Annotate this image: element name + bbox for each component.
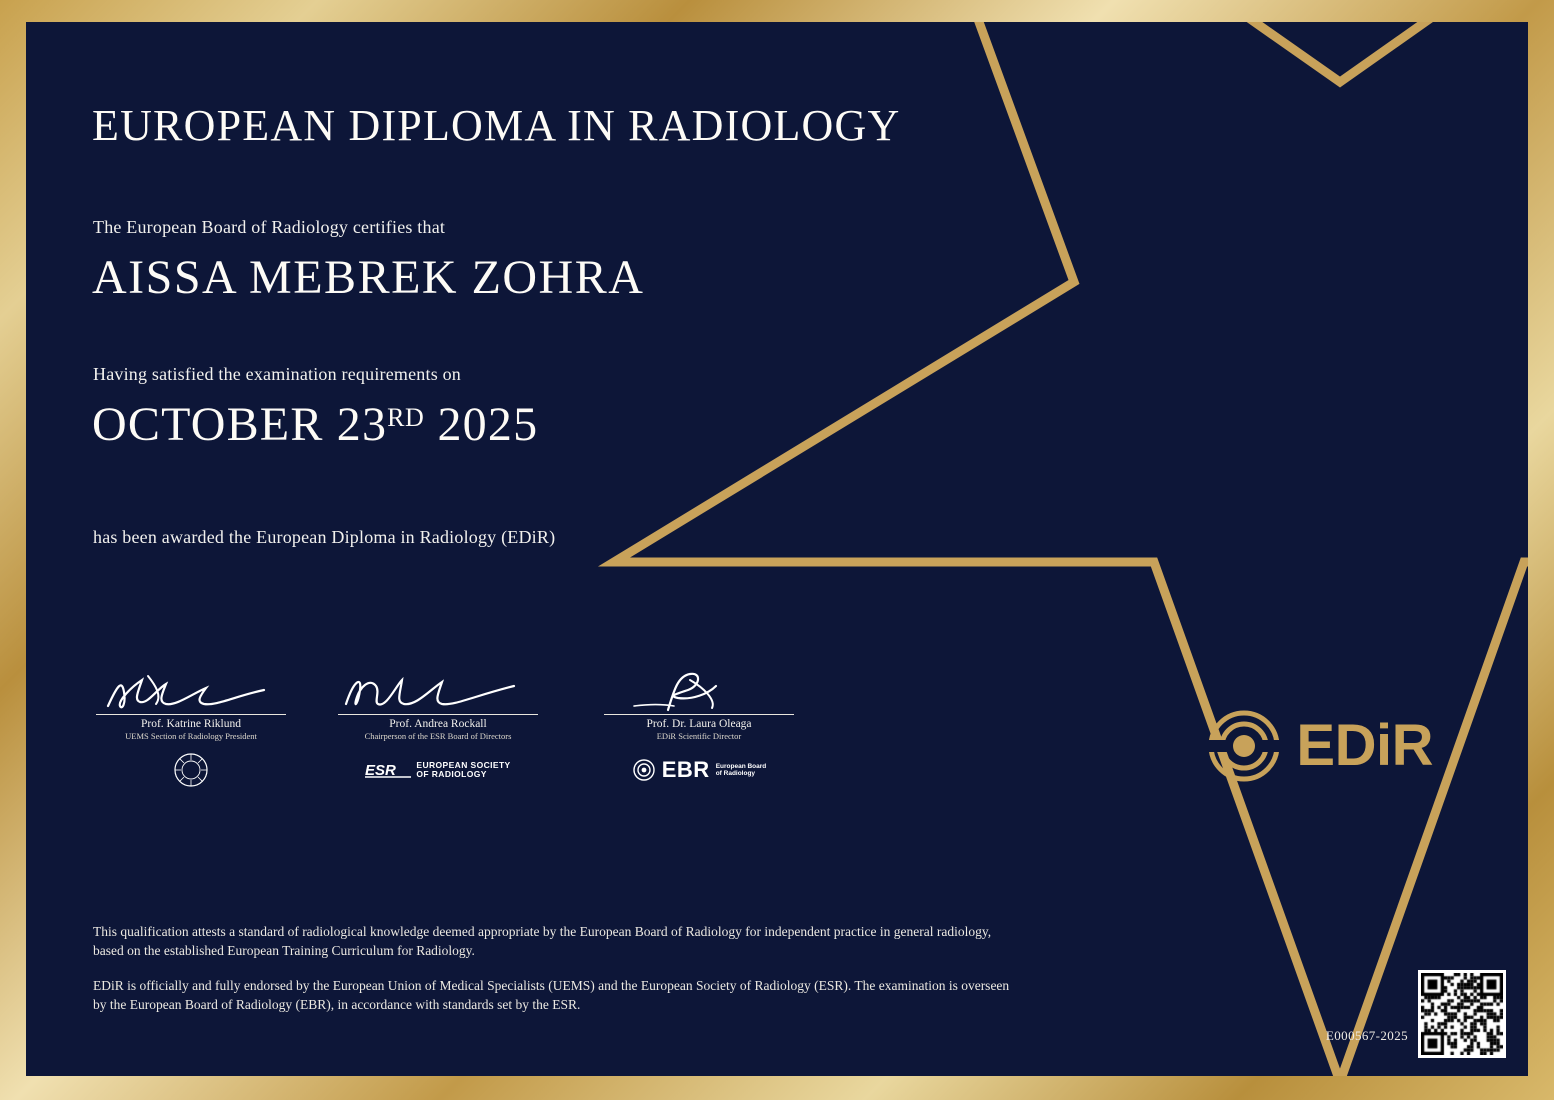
ebr-logo-line-1: European Board: [715, 762, 767, 770]
signatory-name: Prof. Andrea Rockall: [389, 718, 487, 730]
ebr-logo-icon: [604, 750, 794, 790]
exam-requirements-line: Having satisfied the examination requirements on: [93, 364, 462, 384]
signatory-role: EDiR Scientific Director: [656, 731, 742, 741]
ebr-wordmark: EBR: [661, 757, 710, 782]
exam-date-year: 2025: [437, 398, 539, 451]
serial-number: E000567-2025: [1325, 1028, 1408, 1043]
certifies-line: The European Board of Radiology certifies that: [93, 217, 446, 237]
uems-logo-icon: [96, 750, 286, 790]
ebr-logo-line-2: of Radiology: [715, 770, 756, 777]
esr-logo-line-2: OF RADIOLOGY: [416, 769, 487, 779]
edir-target-icon: [1208, 710, 1280, 782]
signature-block: [92, 670, 812, 810]
awarded-line: has been awarded the European Diploma in Radiology (EDiR): [93, 527, 556, 547]
esr-logo-line-1: EUROPEAN SOCIETY: [416, 760, 511, 770]
signature-rule: [604, 714, 794, 715]
certificate-body: [26, 22, 1528, 1076]
signature-rule: [96, 714, 286, 715]
handwritten-signature-icon: [96, 670, 286, 714]
legal-paragraph-2: EDiR is officially and fully endorsed by the European Union of Medical Specialists (UEMS) and the European Society of Radiology (ESR). The examination is overseen by the European Board of Radiology (EBR), in accordance with standards set by the ESR.: [93, 978, 1010, 1012]
edir-brand-lockup: [1208, 710, 1433, 782]
esr-mark-text: ESR: [365, 762, 397, 778]
handwritten-signature-icon: [604, 670, 794, 714]
page-title: EUROPEAN DIPLOMA IN RADIOLOGY: [92, 101, 901, 150]
signature-katrine-riklund: [96, 670, 286, 790]
handwritten-signature-icon: [338, 670, 538, 714]
legal-paragraph-1: This qualification attests a standard of radiological knowledge deemed appropriate by the European Board of Radiology for independent practice in general radiology, based on the established European Training Curriculum for Radiology.: [93, 924, 992, 958]
edir-wordmark: EDiR: [1296, 713, 1433, 778]
ebr-mark-icon: [632, 758, 656, 782]
signature-andrea-rockall: [338, 670, 538, 790]
esr-mark-icon: [365, 762, 411, 778]
esr-logo-icon: [338, 750, 538, 790]
exam-date-ordinal: RD: [387, 403, 425, 432]
qr-code[interactable]: [1418, 970, 1506, 1058]
signatory-name: Prof. Katrine Riklund: [141, 718, 241, 730]
exam-date: [92, 397, 538, 452]
exam-date-main: OCTOBER 23: [92, 398, 388, 451]
signature-rule: [338, 714, 538, 715]
recipient-name: AISSA MEBREK ZOHRA: [92, 251, 645, 304]
signatory-role: Chairperson of the ESR Board of Directors: [364, 731, 512, 741]
signature-laura-oleaga: [604, 670, 794, 790]
signatory-name: Prof. Dr. Laura Oleaga: [646, 718, 752, 730]
signatory-role: UEMS Section of Radiology President: [125, 731, 257, 741]
legal-text: [93, 922, 1013, 1014]
